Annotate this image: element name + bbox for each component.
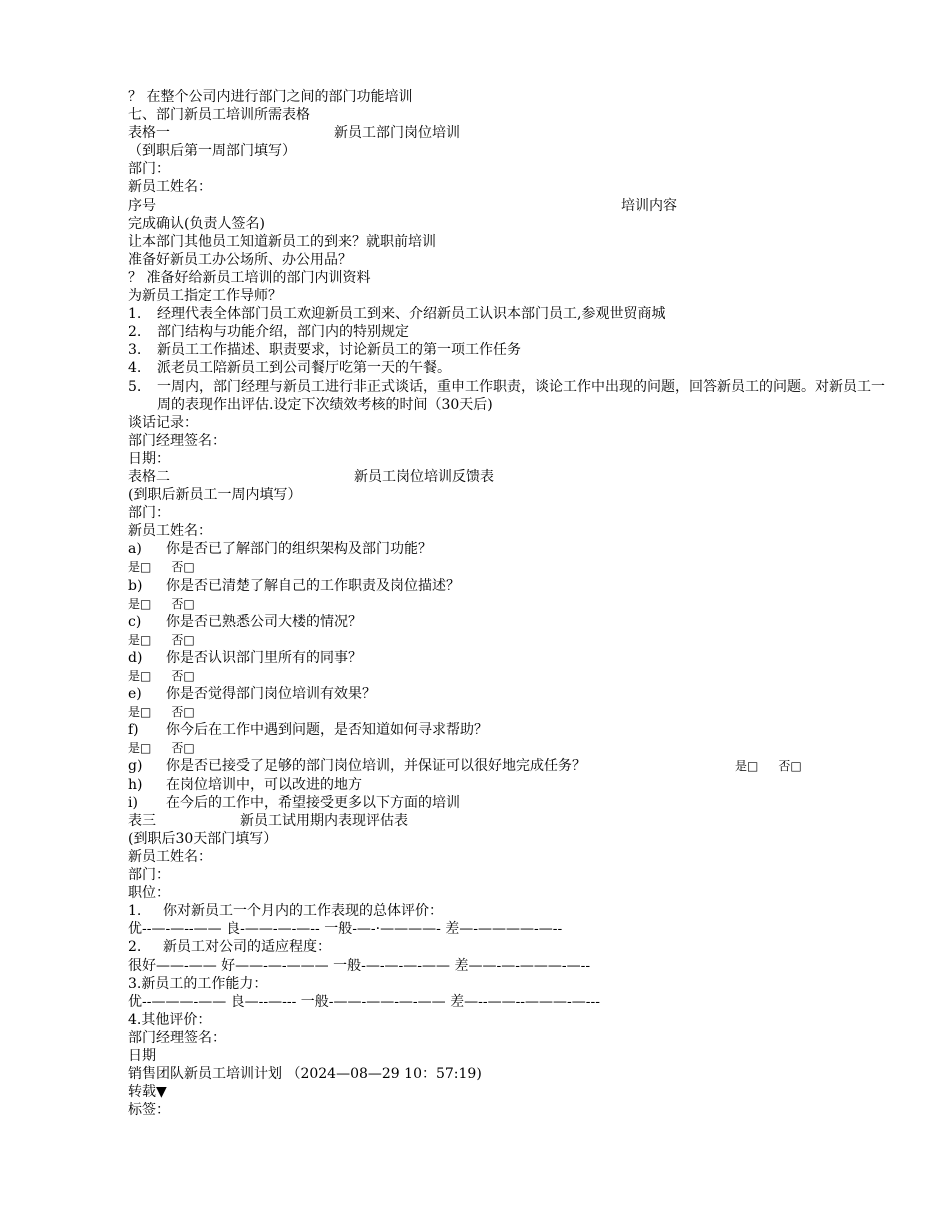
text-line: (到职后新员工一周内填写） [128,487,302,504]
form2-label: 表格二 [128,468,170,485]
rating-scale: 很好——-—— 好——-—-——— 一般-—-—-—-—— 差——-—-———-—-- [128,957,591,974]
field-label: 部门： [128,505,170,522]
field-label: 部门： [128,161,170,178]
text-line: ？ 在整个公司内进行部门之间的部门功能培训 [128,89,413,105]
yes-checkbox[interactable]: 是□ [128,669,152,683]
yes-no-row [128,667,888,685]
item-number: 5. [128,378,142,395]
no-checkbox[interactable]: 否□ [171,669,195,683]
question-label: a) [128,541,142,558]
form3-header [128,812,888,830]
field-label: 部门： [128,867,170,884]
field-label: 日期 [128,1047,156,1064]
question [128,540,888,558]
question-text: 你是否已了解部门的组织架构及部门功能？ [166,541,432,558]
list-item: ？ 准备好给新员工培训的部门内训资料 [128,269,371,286]
item-number: 2. [128,324,142,341]
question-text: 你是否已熟悉公司大楼的情况？ [166,613,362,630]
form1-label: 表格一 [128,125,170,142]
question-label: i) [128,794,138,811]
question-label: c) [128,613,142,630]
no-checkbox[interactable]: 否□ [171,632,195,647]
column-header-content: 培训内容 [621,197,677,214]
question-text: 在岗位培训中，可以改进的地方 [166,776,362,793]
numbered-item [128,359,888,377]
evaluation-question [128,902,888,920]
evaluation-question: 3.新员工的工作能力： [128,975,268,992]
question [128,776,888,794]
item-text: 一周内，部门经理与新员工进行非正式谈话，重申工作职责，谈论工作中出现的问题，回答新员工的问题。对新员工一周的表现作出评估.设定下次绩效考核的时间（30天后) [157,378,885,413]
yes-checkbox[interactable]: 是□ [128,632,152,647]
form2-header [128,468,888,486]
form1-header [128,124,888,142]
question-text: 你是否认识部门里所有的同事？ [166,649,362,666]
yes-checkbox[interactable]: 是□ [128,596,152,611]
item-number: 4. [128,360,142,377]
item-text: 部门结构与功能介绍，部门内的特别规定 [157,324,409,341]
numbered-item [128,305,888,323]
question [128,577,888,595]
no-checkbox[interactable]: 否□ [171,741,195,756]
item-number: 2. [128,939,142,956]
numbered-item [128,378,888,414]
field-label: 日期： [128,450,170,467]
question-label: d) [128,649,143,666]
column-header-confirm: 完成确认(负责人签名) [128,215,265,232]
list-item: 为新员工指定工作导师？ [128,288,282,305]
section-heading: 七、部门新员工培训所需表格 [128,107,310,124]
item-text: 新员工对公司的适应程度： [163,939,331,956]
form3-label: 表三 [128,812,156,829]
no-checkbox[interactable]: 否□ [171,560,195,575]
field-label: 部门经理签名： [128,1029,226,1046]
item-text: 经理代表全体部门员工欢迎新员工到来、介绍新员工认识本部门员工,参观世贸商城 [157,306,666,323]
repost-link[interactable]: 转载▼ [128,1084,167,1101]
list-item: 让本部门其他员工知道新员工的到来？就职前培训 [128,233,436,250]
item-number: 1. [128,306,142,323]
document-page [128,88,888,1119]
numbered-item [128,341,888,359]
question [128,685,888,703]
rating-scale: 优--———-—— 良—--—--- 一般-——-——-—-—— 差—--——--———-—--- [128,993,600,1010]
evaluation-question [128,938,888,956]
field-label: 新员工姓名： [128,523,212,540]
item-number: 1. [128,903,142,920]
no-checkbox[interactable]: 否□ [778,759,802,774]
question [128,757,888,775]
yes-no-row [128,739,888,757]
item-number: 3. [128,342,142,359]
yes-no-row [128,703,888,721]
question-label: b) [128,577,143,594]
question [128,794,888,812]
tags-label: 标签： [128,1102,170,1119]
yes-checkbox[interactable]: 是□ [735,759,759,774]
question [128,721,888,739]
table-header-row [128,197,888,215]
text-line: （到职后第一周部门填写） [128,143,296,160]
question-text: 在今后的工作中，希望接受更多以下方面的培训 [166,794,460,811]
item-text: 你对新员工一个月内的工作表现的总体评价： [163,903,443,920]
item-text: 派老员工陪新员工到公司餐厅吃第一天的午餐。 [157,360,451,377]
form3-title: 新员工试用期内表现评估表 [240,812,408,829]
yes-checkbox[interactable]: 是□ [128,741,152,756]
field-label: 部门经理签名： [128,432,226,449]
form1-title: 新员工部门岗位培训 [334,125,460,142]
rating-scale: 优--—-—--—— 良-——-—-—-- 一般-—-·————- 差—-————-—-- [128,921,563,938]
yes-checkbox[interactable]: 是□ [128,560,152,575]
field-label: 谈话记录： [128,414,198,431]
field-label: 新员工姓名： [128,179,212,196]
yes-no-row [128,595,888,613]
question-label: f) [128,722,139,739]
numbered-item [128,323,888,341]
question [128,649,888,667]
question [128,613,888,631]
text-line: (到职后30天部门填写） [128,830,278,847]
yes-no-inline [735,757,802,775]
no-checkbox[interactable]: 否□ [171,705,195,720]
no-checkbox[interactable]: 否□ [171,596,195,611]
question-label: g) [128,758,143,775]
question-text: 你是否已清楚了解自己的工作职责及岗位描述？ [166,577,460,594]
column-header-index: 序号 [128,197,156,214]
list-item: 准备好新员工办公场所、办公用品？ [128,251,352,268]
question-text: 你是否已接受了足够的部门岗位培训，并保证可以很好地完成任务？ [166,758,586,775]
article-title: 销售团队新员工培训计划 （2024—08—29 10：57:19) [128,1066,482,1083]
question-label: h) [128,776,143,793]
question-label: e) [128,686,142,703]
yes-checkbox[interactable]: 是□ [128,705,152,720]
question-text: 你今后在工作中遇到问题，是否知道如何寻求帮助？ [166,722,488,739]
yes-no-row [128,558,888,576]
question-text: 你是否觉得部门岗位培训有效果？ [166,686,376,703]
field-label: 新员工姓名： [128,848,212,865]
field-label: 职位： [128,885,170,902]
yes-no-row [128,631,888,649]
form2-title: 新员工岗位培训反馈表 [354,468,494,485]
evaluation-question: 4.其他评价： [128,1011,212,1028]
item-text: 新员工工作描述、职责要求，讨论新员工的第一项工作任务 [157,342,521,359]
